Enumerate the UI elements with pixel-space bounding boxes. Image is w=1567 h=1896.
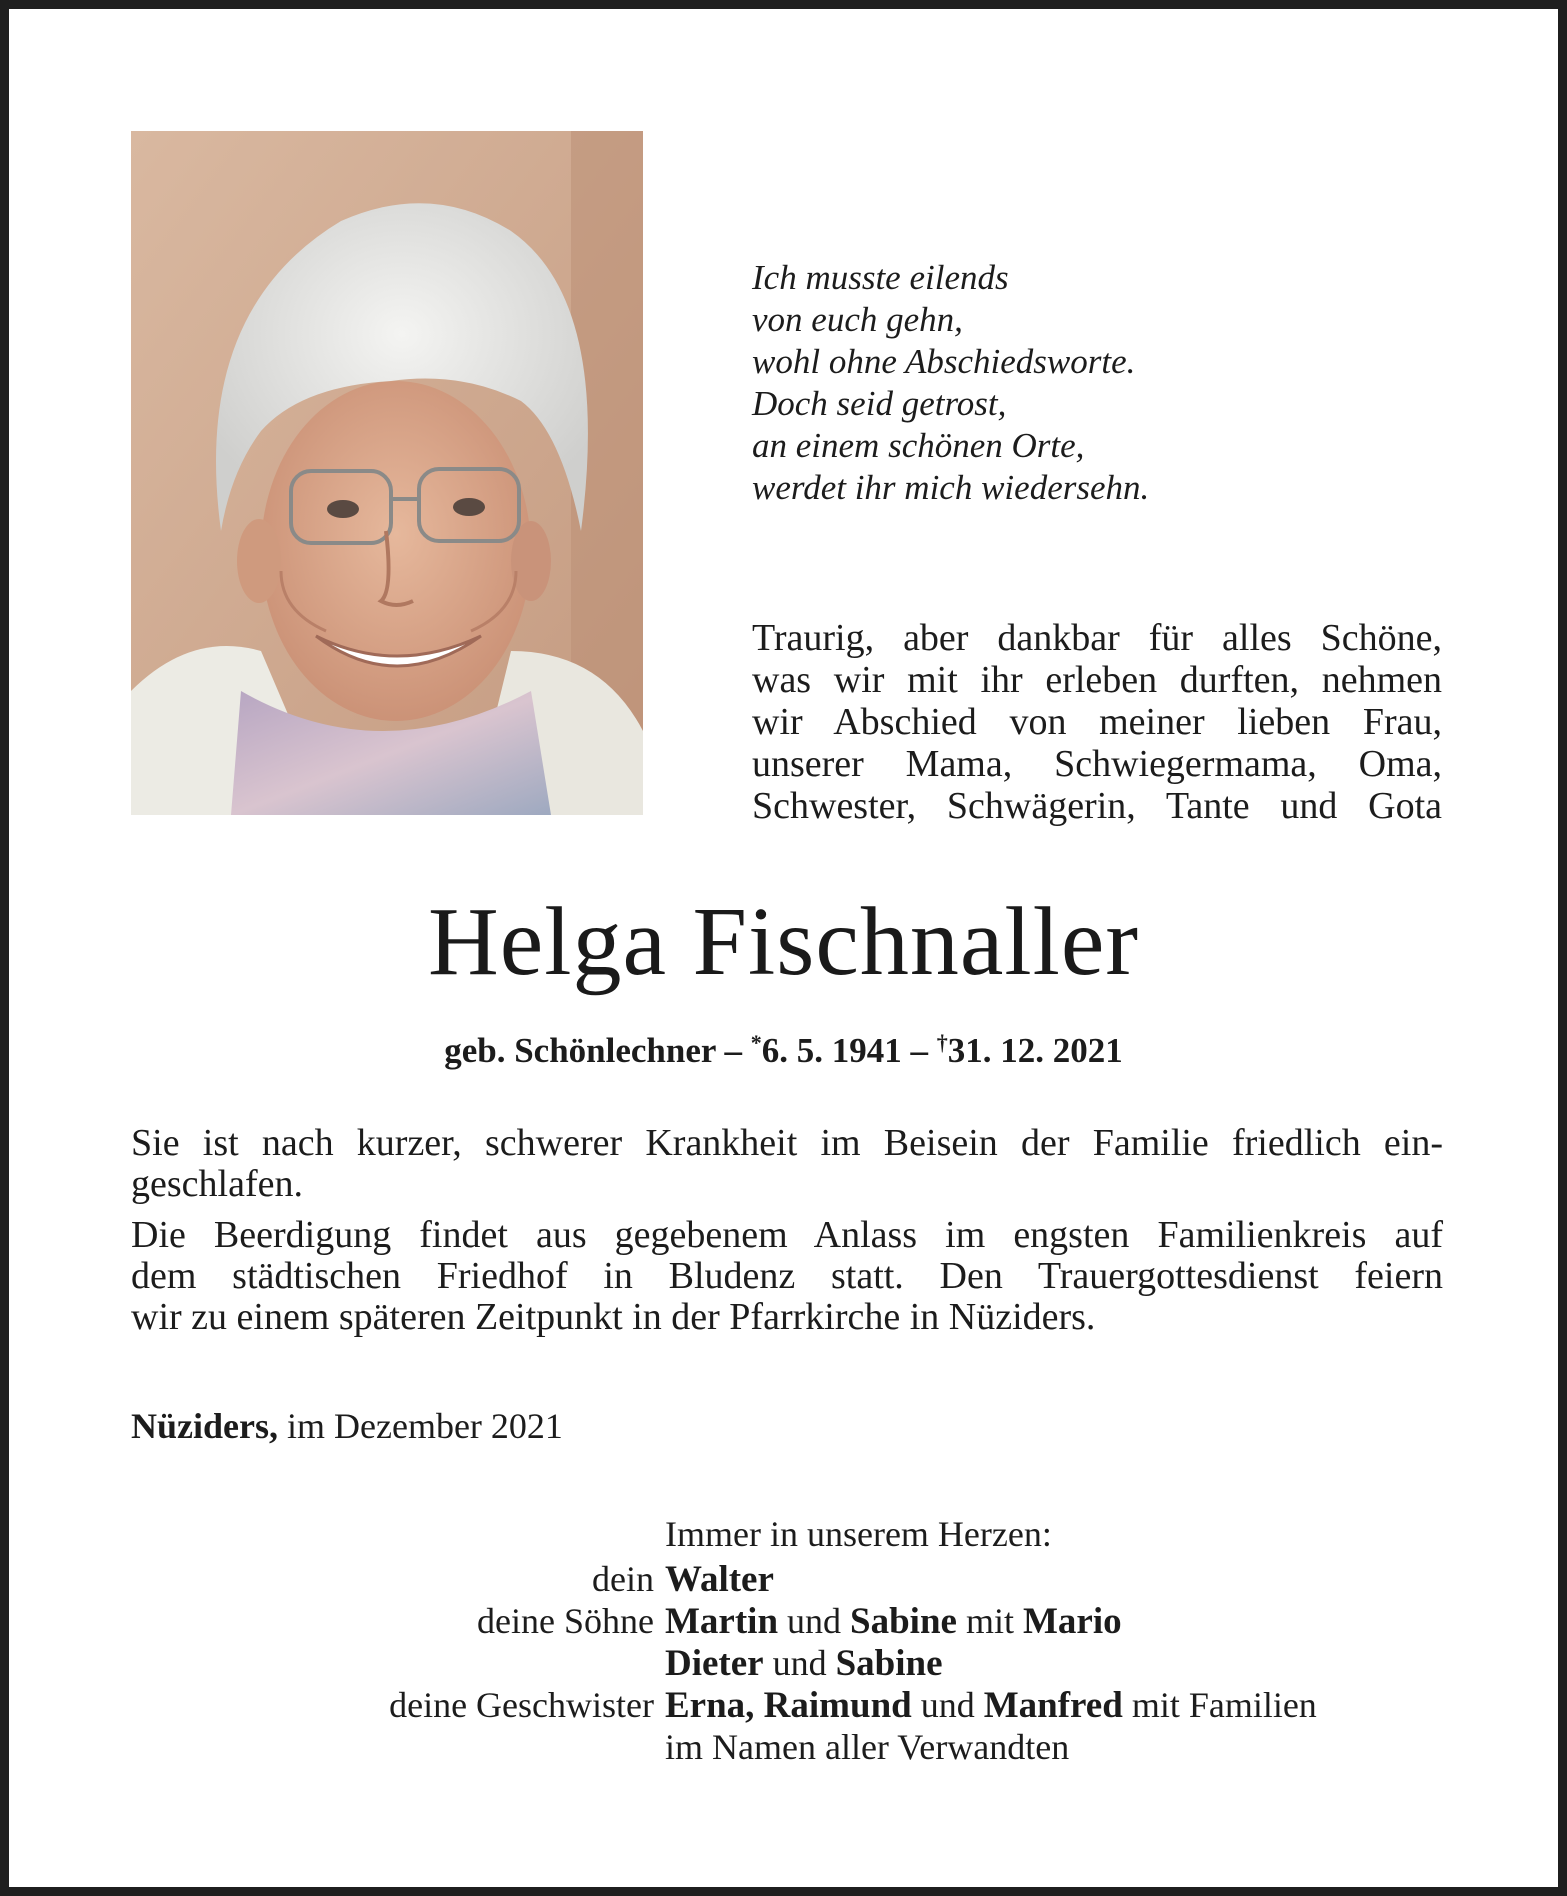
place-month: im Dezember 2021 (278, 1406, 563, 1446)
family-names (665, 1726, 1069, 1768)
portrait-photo (131, 131, 643, 815)
intro-line: unserer Mama, Schwiegermama, Oma, (752, 743, 1442, 785)
family-row (9, 1642, 1558, 1684)
family-row (9, 1558, 1558, 1600)
poem-line: werdet ihr mich wiedersehn. (752, 468, 1150, 507)
life-dates (9, 1021, 1558, 1073)
signoff-heading: Immer in unserem Herzen: (665, 1514, 1052, 1554)
family-member-name: Dieter (665, 1643, 764, 1684)
place-date (131, 1405, 563, 1447)
body-line: wir zu einem späteren Zeitpunkt in der Pfarrkirche in Nüziders. (131, 1296, 1096, 1338)
family-member-name: Sabine (835, 1643, 943, 1684)
death-date: 31. 12. 2021 (947, 1031, 1123, 1070)
poem (752, 257, 1149, 509)
body-line: Sie ist nach kurzer, schwerer Krankheit im Beisein der Familie friedlich ein- (131, 1122, 1443, 1164)
intro-text (752, 617, 1442, 827)
birth-date: 6. 5. 1941 (761, 1031, 902, 1070)
intro-line: wir Abschied von meiner lieben Frau, (752, 701, 1442, 743)
family-names (665, 1558, 774, 1601)
family-connector: und (763, 1643, 836, 1683)
poem-line: an einem schönen Orte, (752, 426, 1085, 465)
family-member-name: Sabine (850, 1601, 957, 1642)
portrait-illustration (131, 131, 643, 815)
family-names (665, 1642, 943, 1685)
family-row (9, 1600, 1558, 1642)
family-names (665, 1684, 1317, 1727)
family-row (9, 1726, 1558, 1768)
body-line: geschlafen. (131, 1163, 303, 1205)
poem-line: wohl ohne Abschiedsworte. (752, 342, 1136, 381)
family-member-name: Mario (1022, 1601, 1122, 1642)
body-line: dem städtischen Friedhof in Bludenz statt. Den Trauergottesdienst feiern (131, 1255, 1443, 1297)
deceased-name: Helga Fischnaller (428, 888, 1139, 996)
poem-line: Ich musste eilends (752, 258, 1009, 297)
family-connector: mit (956, 1601, 1023, 1641)
body-text (131, 1123, 1443, 1338)
family-connector: und (778, 1601, 851, 1641)
separator: – (901, 1031, 937, 1070)
family-member-name: Walter (665, 1559, 774, 1600)
family-connector: und (911, 1685, 984, 1725)
death-symbol: † (936, 1030, 948, 1055)
birth-symbol: * (750, 1030, 762, 1055)
family-member-name: Manfred (983, 1685, 1123, 1726)
place-town: Nüziders, (131, 1406, 278, 1446)
family-row (9, 1684, 1558, 1726)
body-line: Die Beerdigung findet aus gegebenem Anlass im engsten Familienkreis auf (131, 1214, 1443, 1256)
intro-line: Traurig, aber dankbar für alles Schöne, (752, 617, 1442, 659)
maiden-name: geb. Schönlechner (444, 1031, 716, 1070)
family-connector: im Namen aller Verwandten (665, 1727, 1070, 1767)
family-relation: deine Söhne (477, 1601, 654, 1641)
poem-line: Doch seid getrost, (752, 384, 1007, 423)
family-names (665, 1600, 1122, 1643)
intro-line: Schwester, Schwägerin, Tante und Gota (752, 785, 1442, 827)
family-relation: dein (592, 1559, 654, 1599)
separator: – (715, 1031, 751, 1070)
family-list (9, 1558, 1558, 1768)
family-relation: deine Geschwister (389, 1685, 654, 1725)
family-member-name: Martin (665, 1601, 779, 1642)
family-connector: mit Familien (1122, 1685, 1317, 1725)
family-member-name: Erna, Raimund (665, 1685, 912, 1726)
poem-line: von euch gehn, (752, 300, 963, 339)
intro-line: was wir mit ihr erleben durften, nehmen (752, 659, 1442, 701)
